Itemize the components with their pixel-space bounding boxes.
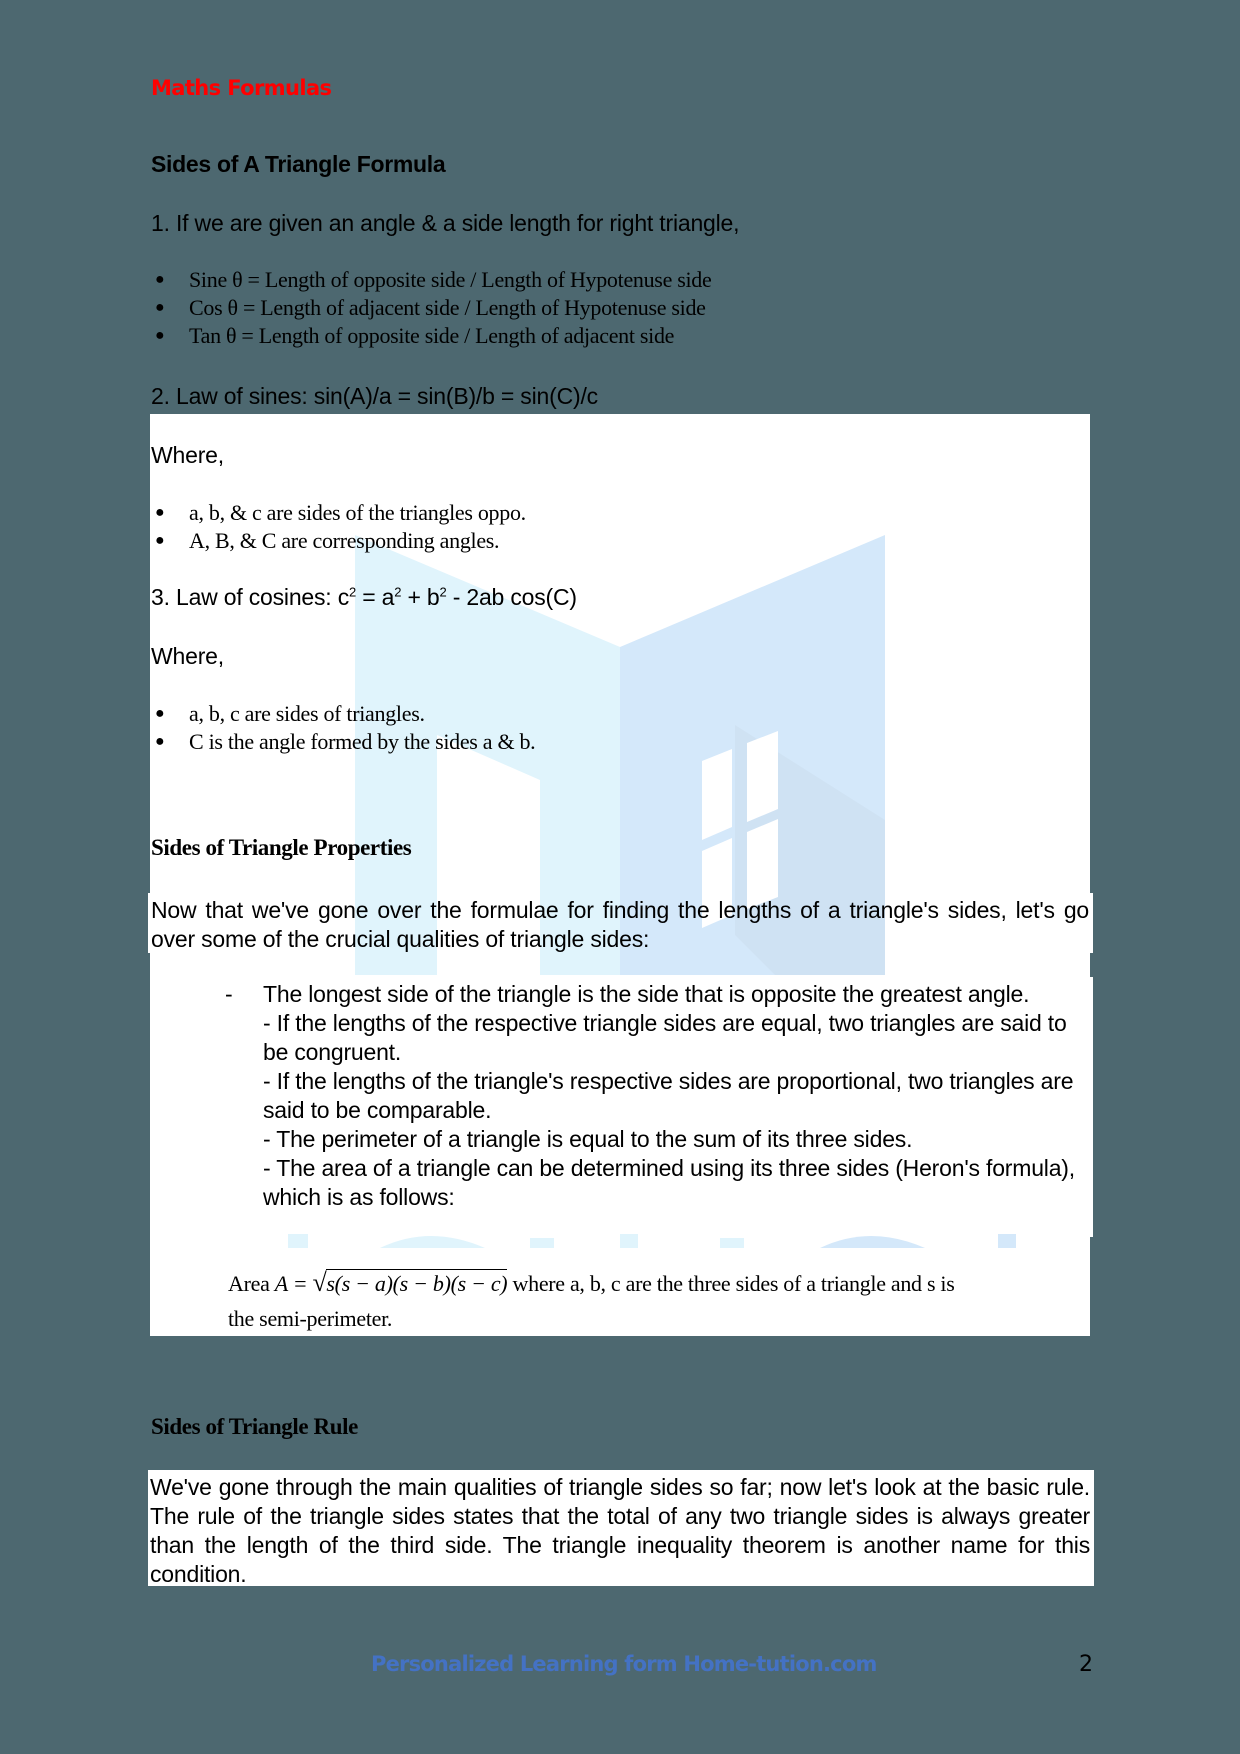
- law-of-cosines: 3. Law of cosines: $c^2 = a^2 + b^2 - 2ab$ cos(C): [151, 584, 577, 610]
- page-number: 2: [1079, 1652, 1093, 1677]
- bullet-icon: ●: [155, 327, 165, 344]
- bullet-icon: ●: [155, 733, 165, 750]
- properties-text: [263, 980, 1083, 1212]
- trig-ratio-list: [151, 266, 1051, 350]
- bullet-icon: ●: [155, 705, 165, 722]
- section-heading-rule: Sides of Triangle Rule: [151, 1414, 358, 1439]
- section-heading-formula: Sides of A Triangle Formula: [151, 151, 446, 177]
- list-item: ● Cos θ = Length of adjacent side / Length of Hypotenuse side: [155, 295, 706, 320]
- formula-intro: 1. If we are given an angle & a side length for right triangle,: [151, 210, 740, 236]
- where-label-1: Where,: [151, 442, 224, 468]
- properties-intro: Now that we've gone over the formulae for finding the lengths of a triangle's sides, let's go over some of the crucial qualities of triangle sides:: [151, 897, 1089, 952]
- list-item: ● a, b, c are sides of triangles.: [155, 701, 425, 726]
- sqrt-icon: √: [312, 1268, 327, 1297]
- list-item: ● Tan θ = Length of opposite side / Length of adjacent side: [155, 323, 675, 348]
- property-item: The longest side of the triangle is the side that is opposite the greatest angle.: [263, 981, 1030, 1007]
- law-of-cosines-variables: [151, 700, 951, 756]
- property-item: - If the lengths of the respective triangle sides are equal, two triangles are said to be congruent.: [263, 1010, 1067, 1065]
- law-of-sines: 2. Law of sines: sin(A)/a = sin(B)/b = sin(C)/c: [151, 383, 598, 409]
- heron-radicand: s(s − a)(s − b)(s − c): [326, 1271, 508, 1296]
- bullet-icon: ●: [155, 532, 165, 549]
- rule-body: We've gone through the main qualities of triangle sides so far; now let's look at the basic rule. The rule of the triangle sides states that the total of any two triangle sides is always greater than the length of the third side. The triangle inequality theorem is another name for this condition.: [150, 1474, 1090, 1587]
- footer-website-link[interactable]: Personalized Learning form Home-tution.com: [371, 1652, 877, 1676]
- bullet-icon: ●: [155, 299, 165, 316]
- document-header-title: Maths Formulas: [151, 76, 332, 100]
- property-item: - The perimeter of a triangle is equal to the sum of its three sides.: [263, 1126, 913, 1152]
- section-heading-properties: Sides of Triangle Properties: [151, 835, 412, 860]
- law-of-sines-variables: [151, 499, 951, 555]
- property-item: - If the lengths of the triangle's respective sides are proportional, two triangles are said to be comparable.: [263, 1068, 1074, 1123]
- bullet-icon: ●: [155, 504, 165, 521]
- list-item: ● A, B, & C are corresponding angles.: [155, 528, 500, 553]
- list-item: ● C is the angle formed by the sides a & b.: [155, 729, 536, 754]
- heron-formula: Area A = √s(s − a)(s − b)(s − c) where a, b, c are the three sides of a triangle and s is: [228, 1268, 955, 1297]
- heron-formula-line2: the semi-perimeter.: [228, 1306, 393, 1331]
- list-dash-marker: -: [225, 981, 233, 1007]
- property-item: - The area of a triangle can be determined using its three sides (Heron's formula), which is as follows:: [263, 1155, 1075, 1210]
- list-item: ● a, b, & c are sides of the triangles oppo.: [155, 500, 526, 525]
- bullet-icon: ●: [155, 271, 165, 288]
- list-item: ● Sine θ = Length of opposite side / Length of Hypotenuse side: [155, 267, 712, 292]
- where-label-2: Where,: [151, 643, 224, 669]
- watermark-text-fragments: [280, 1228, 1040, 1248]
